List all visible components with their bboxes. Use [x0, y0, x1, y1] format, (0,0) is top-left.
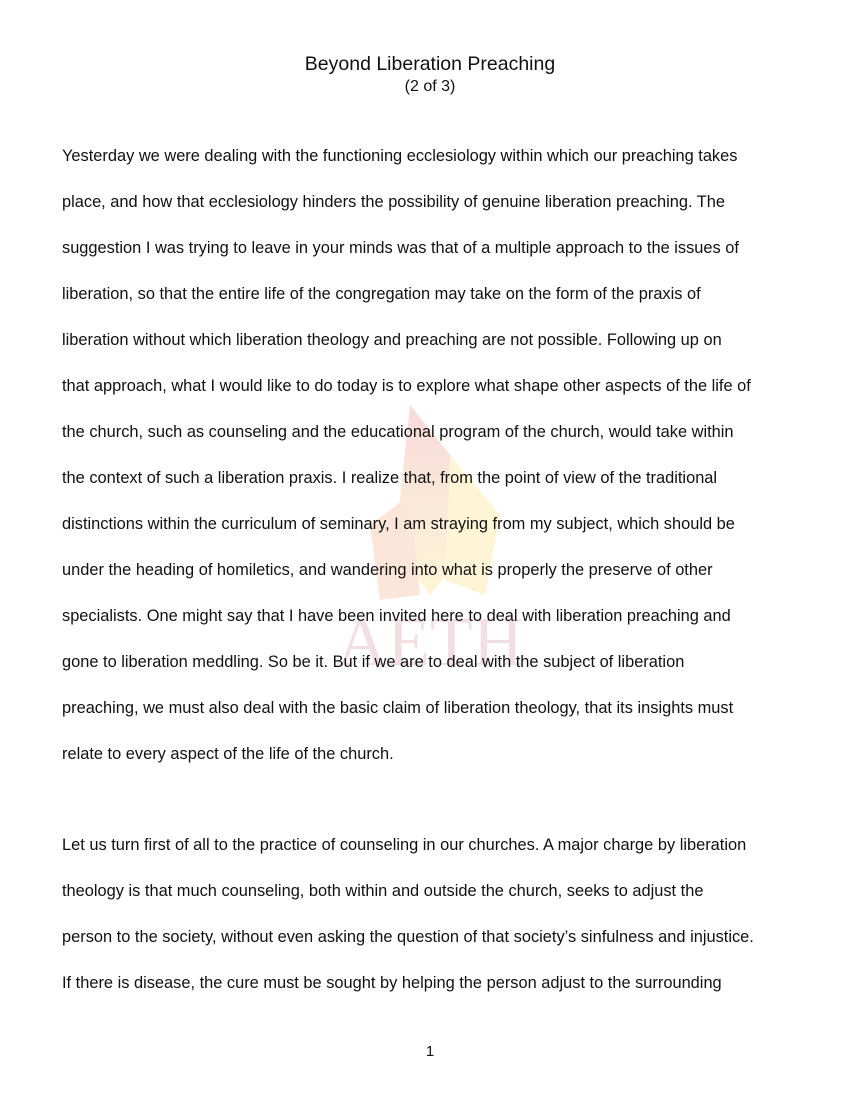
- text-line: liberation, so that the entire life of the congregation may take on the form of the praxis of: [62, 285, 701, 303]
- text-line: suggestion I was trying to leave in your minds was that of a multiple approach to the issues of: [62, 239, 739, 257]
- text-line: that approach, what I would like to do today is to explore what shape other aspects of the life of: [62, 377, 751, 395]
- text-line: preaching, we must also deal with the basic claim of liberation theology, that its insights must: [62, 699, 734, 717]
- text-line: liberation without which liberation theology and preaching are not possible. Following up on: [62, 331, 722, 349]
- text-line: place, and how that ecclesiology hinders the possibility of genuine liberation preaching. The: [62, 193, 726, 211]
- paragraph-2: [62, 822, 802, 1006]
- text-line: specialists. One might say that I have been invited here to deal with liberation preaching and: [62, 607, 731, 625]
- document-subtitle: (2 of 3): [404, 78, 456, 95]
- text-line: Let us turn first of all to the practice of counseling in our churches. A major charge by liberation: [62, 836, 747, 854]
- text-line: the church, such as counseling and the educational program of the church, would take within: [62, 423, 734, 441]
- text-line: person to the society, without even asking the question of that society’s sinfulness and injustice.: [62, 928, 754, 946]
- watermark-text: AETH: [336, 604, 524, 681]
- text-line: Yesterday we were dealing with the functioning ecclesiology within which our preaching takes: [62, 147, 738, 165]
- text-line: If there is disease, the cure must be sought by helping the person adjust to the surrounding: [62, 974, 722, 992]
- text-line: theology is that much counseling, both within and outside the church, seeks to adjust the: [62, 882, 704, 900]
- text-line: distinctions within the curriculum of seminary, I am straying from my subject, which should be: [62, 515, 735, 533]
- document-title: Beyond Liberation Preaching: [304, 53, 556, 75]
- paragraph-1: [62, 133, 802, 777]
- text-line: under the heading of homiletics, and wandering into what is properly the preserve of other: [62, 561, 713, 579]
- text-line: the context of such a liberation praxis. I realize that, from the point of view of the traditional: [62, 469, 718, 487]
- text-line: gone to liberation meddling. So be it. But if we are to deal with the subject of liberation: [62, 653, 685, 671]
- text-line: relate to every aspect of the life of the church.: [62, 745, 394, 763]
- page-number: 1: [425, 1043, 435, 1060]
